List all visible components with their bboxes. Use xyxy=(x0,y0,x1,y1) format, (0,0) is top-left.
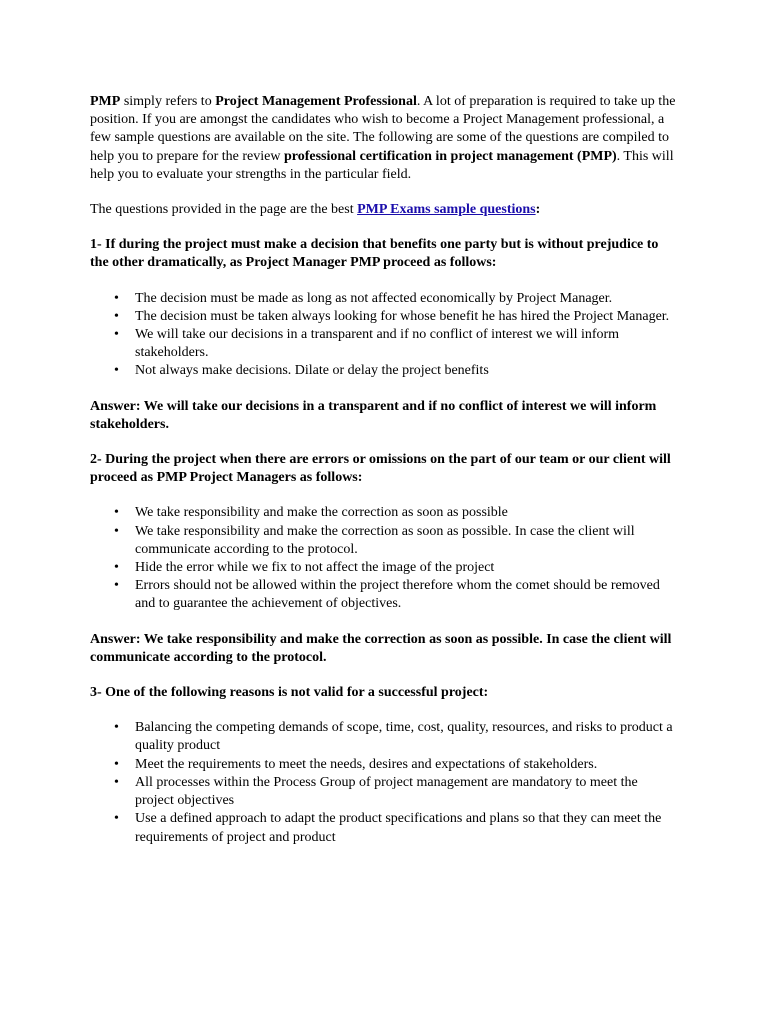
question-1: 1- If during the project must make a decision that benefits one party but is without prejudice to the other dramatically, as Project Manager PMP proceed as follows: xyxy=(90,237,659,271)
list-item: • We will take our decisions in a transparent and if no conflict of interest we will inform stakeholders. xyxy=(135,326,680,362)
question-1-options xyxy=(90,290,680,381)
answer-1: Answer: We will take our decisions in a transparent and if no conflict of interest we will inform stakeholders. xyxy=(90,398,657,432)
question-3-options xyxy=(90,719,680,846)
intro-certification-term: professional certification in project management (PMP) xyxy=(283,148,617,164)
list-item: • Use a defined approach to adapt the product specifications and plans so that they can meet the requirements of project and product xyxy=(135,810,680,846)
intro-text-1: simply refers to xyxy=(120,94,216,109)
intro-text-2: . A lot of preparation is required to take up the position. If you are amongst the candidates who wish to become a Project Management professional, a few sample questions are available on the site. The following are some of the questions are compiled to help you to prepare for the review xyxy=(90,94,676,164)
answer-2: Answer: We take responsibility and make the correction as soon as possible. In case the client will communicate according to the protocol. xyxy=(90,631,672,665)
intro-pmp-term: PMP xyxy=(90,94,121,109)
list-item: • The decision must be taken always looking for whose benefit he has hired the Project Manager. xyxy=(135,308,680,326)
list-item: • The decision must be made as long as not affected economically by Project Manager. xyxy=(135,290,680,308)
list-item: • We take responsibility and make the correction as soon as possible. In case the client will communicate according to the protocol. xyxy=(135,523,680,559)
list-item: • All processes within the Process Group of project management are mandatory to meet the project objectives xyxy=(135,774,680,810)
lead-text: The questions provided in the page are the best xyxy=(90,202,358,218)
list-item: • Hide the error while we fix to not affect the image of the project xyxy=(135,559,680,577)
list-item: • We take responsibility and make the correction as soon as possible xyxy=(135,504,680,522)
intro-pmp-expansion: Project Management Professional xyxy=(215,94,417,109)
list-item: • Balancing the competing demands of scope, time, cost, quality, resources, and risks to product a quality product xyxy=(135,719,680,755)
question-3: 3- One of the following reasons is not valid for a successful project: xyxy=(90,685,489,701)
question-2: 2- During the project when there are errors or omissions on the part of our team or our client will proceed as PMP Project Managers as follows: xyxy=(90,452,671,486)
lead-colon: : xyxy=(535,202,541,218)
question-2-options xyxy=(90,504,680,613)
list-item: • Errors should not be allowed within the project therefore whom the comet should be removed and to guarantee the achievement of objectives. xyxy=(135,577,680,613)
list-item: • Not always make decisions. Dilate or delay the project benefits xyxy=(135,362,680,380)
list-item: • Meet the requirements to meet the needs, desires and expectations of stakeholders. xyxy=(135,756,680,774)
lead-paragraph xyxy=(90,201,680,219)
document-page xyxy=(90,93,680,864)
intro-paragraph xyxy=(90,93,680,184)
intro-text-3: . This will help you to evaluate your strengths in the particular field. xyxy=(90,148,674,182)
pmp-sample-questions-link[interactable]: PMP Exams sample questions xyxy=(357,202,536,218)
